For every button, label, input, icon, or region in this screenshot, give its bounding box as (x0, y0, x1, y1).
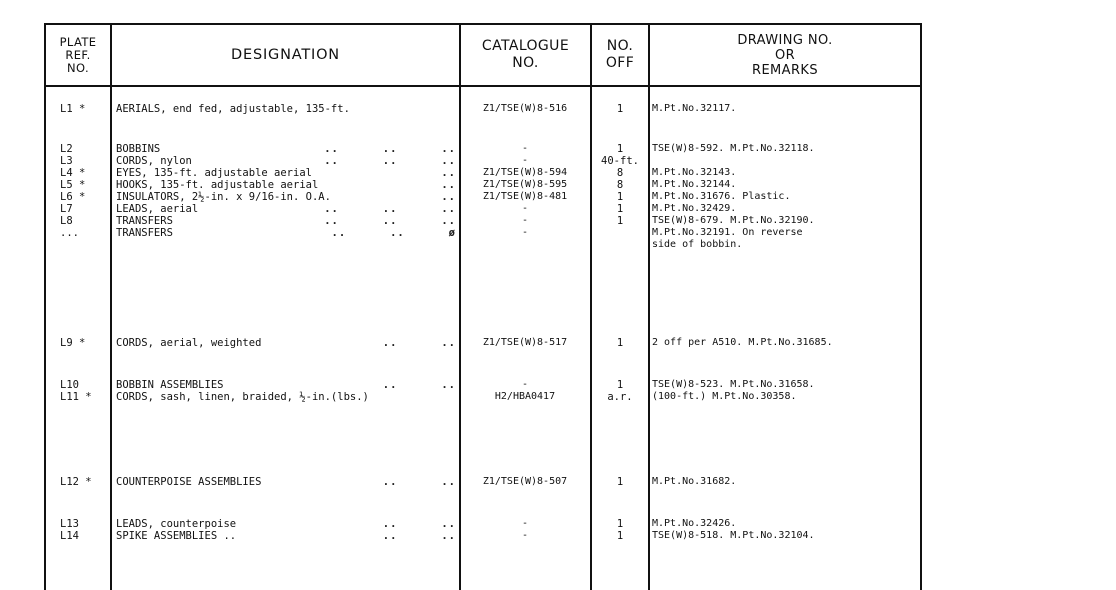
remarks-cell: M.Pt.No.32144. (652, 179, 737, 190)
header-designation: DESIGNATION (231, 47, 340, 63)
no-off-cell: 8 (616, 167, 624, 179)
remarks-cell: TSE(W)8-679. M.Pt.No.32190. (652, 215, 815, 226)
catalogue-cell: Z1/TSE(W)8-481 (482, 191, 568, 202)
leader-dots: .. .. (382, 337, 456, 349)
leader-dots: .. .. (382, 379, 456, 391)
remarks-cell: TSE(W)8-523. M.Pt.No.31658. (652, 379, 815, 390)
no-off-cell: 1 (616, 143, 624, 155)
no-off-cell: 40-ft. (601, 155, 639, 167)
table-row (0, 167, 922, 179)
designation-cell: INSULATORS, 2½-in. x 9/16-in. O.A. (116, 191, 331, 203)
leader-dots: .. (441, 179, 456, 191)
header-drawing: DRAWING NO. OR REMARKS (737, 32, 833, 78)
leader-dots: .. (441, 191, 456, 203)
catalogue-cell (462, 239, 588, 251)
table-row (0, 227, 922, 239)
no-off-cell: 1 (616, 215, 624, 227)
leader-dots: .. (441, 167, 456, 179)
plate-ref-cell: L14 (60, 530, 79, 542)
table-row (0, 143, 922, 155)
leader-dots: .. .. (382, 518, 456, 530)
header-catalogue: CATALOGUE NO. (481, 38, 570, 71)
catalogue-cell: Z1/TSE(W)8-507 (482, 476, 568, 487)
designation-cell: BOBBINS (116, 143, 161, 155)
plate-ref-cell: L8 (60, 215, 73, 227)
leader-dots: .. .. .. (324, 215, 456, 227)
table-row (0, 203, 922, 215)
catalogue-cell: - (521, 518, 529, 529)
catalogue-cell: Z1/TSE(W)8-595 (482, 179, 568, 190)
remarks-cell: TSE(W)8-592. M.Pt.No.32118. (652, 143, 815, 154)
plate-ref-cell: L10 (60, 379, 79, 391)
no-off-cell: a.r. (607, 391, 633, 403)
catalogue-cell: - (521, 530, 529, 541)
plate-ref-cell: L6 * (60, 191, 86, 203)
designation-cell: HOOKS, 135-ft. adjustable aerial (116, 179, 319, 191)
catalogue-cell: Z1/TSE(W)8-594 (482, 167, 568, 178)
catalogue-cell: - (521, 379, 529, 390)
designation-cell: TRANSFERS (116, 227, 173, 239)
table-row (0, 239, 922, 251)
plate-ref-cell: L1 * (60, 103, 86, 115)
catalogue-cell: H2/HBA0417 (494, 391, 556, 402)
remarks-cell: M.Pt.No.31676. Plastic. (652, 191, 791, 202)
table-row (0, 337, 922, 349)
no-off-cell: 8 (616, 179, 624, 191)
plate-ref-cell (60, 239, 108, 251)
table-row (0, 518, 922, 530)
catalogue-cell: - (521, 143, 529, 154)
designation-cell: AERIALS, end fed, adjustable, 135-ft. (116, 103, 350, 115)
catalogue-cell: - (521, 155, 529, 166)
designation-cell: CORDS, nylon (116, 155, 192, 167)
designation-cell: EYES, 135-ft. adjustable aerial (116, 167, 312, 179)
remarks-cell: side of bobbin. (652, 239, 743, 250)
no-off-cell: 1 (616, 518, 624, 530)
remarks-cell: M.Pt.No.32117. (652, 103, 737, 114)
table-row (0, 476, 922, 488)
table-row (0, 215, 922, 227)
table-row (0, 191, 922, 203)
remarks-cell: M.Pt.No.32429. (652, 203, 737, 214)
table-row (0, 379, 922, 391)
header-plate-ref: PLATE REF. NO. (59, 34, 97, 75)
catalogue-cell: - (521, 215, 529, 226)
catalogue-cell: Z1/TSE(W)8-517 (482, 337, 568, 348)
plate-ref-cell: L5 * (60, 179, 86, 191)
designation-cell: TRANSFERS (116, 215, 173, 227)
leader-dots: .. .. .. (324, 203, 456, 215)
table-row (0, 391, 922, 403)
table-row (0, 179, 922, 191)
table-header-rule (44, 85, 922, 87)
remarks-cell: M.Pt.No.32143. (652, 167, 737, 178)
leader-dots (266, 103, 456, 115)
table-row (0, 155, 922, 167)
remarks-cell: M.Pt.No.31682. (652, 476, 737, 487)
no-off-cell: 1 (616, 191, 624, 203)
no-off-cell: 1 (616, 337, 624, 349)
plate-ref-cell: L7 (60, 203, 73, 215)
leader-dots: .. .. .. (324, 143, 456, 155)
no-off-cell: 1 (616, 476, 624, 488)
remarks-cell: M.Pt.No.32191. On reverse (652, 227, 803, 238)
leader-dots (266, 391, 456, 403)
leader-dots: .. .. ø (331, 227, 456, 239)
remarks-cell: 2 off per A510. M.Pt.No.31685. (652, 337, 833, 348)
remarks-cell: TSE(W)8-518. M.Pt.No.32104. (652, 530, 815, 541)
no-off-cell (592, 239, 648, 251)
plate-ref-cell: L9 * (60, 337, 86, 349)
catalogue-cell: Z1/TSE(W)8-516 (482, 103, 568, 114)
no-off-cell: 1 (616, 103, 624, 115)
leader-dots: .. .. (382, 476, 456, 488)
plate-ref-cell: L4 * (60, 167, 86, 179)
remarks-cell: M.Pt.No.32426. (652, 518, 737, 529)
leader-dots: .. .. .. (324, 155, 456, 167)
catalogue-cell: - (521, 203, 529, 214)
designation-cell: CORDS, sash, linen, braided, ½-in.(lbs.) (116, 391, 369, 403)
no-off-cell: 1 (616, 379, 624, 391)
leader-dots: .. .. (382, 530, 456, 542)
designation-cell: BOBBIN ASSEMBLIES (116, 379, 224, 391)
no-off-cell (592, 227, 648, 239)
header-no-off: NO. OFF (605, 38, 635, 71)
designation-cell: CORDS, aerial, weighted (116, 337, 262, 349)
designation-cell: COUNTERPOISE ASSEMBLIES (116, 476, 262, 488)
no-off-cell: 1 (616, 530, 624, 542)
leader-dots (266, 239, 456, 251)
plate-ref-cell: L2 (60, 143, 73, 155)
remarks-cell: (100-ft.) M.Pt.No.30358. (652, 391, 797, 402)
plate-ref-cell: ... (60, 227, 79, 239)
no-off-cell: 1 (616, 203, 624, 215)
table-row (0, 530, 922, 542)
plate-ref-cell: L11 * (60, 391, 92, 403)
designation-cell: SPIKE ASSEMBLIES .. (116, 530, 237, 542)
designation-cell: LEADS, counterpoise (116, 518, 237, 530)
plate-ref-cell: L3 (60, 155, 73, 167)
plate-ref-cell: L12 * (60, 476, 92, 488)
remarks-cell (652, 155, 918, 167)
designation-cell: LEADS, aerial (116, 203, 199, 215)
plate-ref-cell: L13 (60, 518, 79, 530)
catalogue-cell: - (521, 227, 529, 238)
table-row (0, 103, 922, 115)
